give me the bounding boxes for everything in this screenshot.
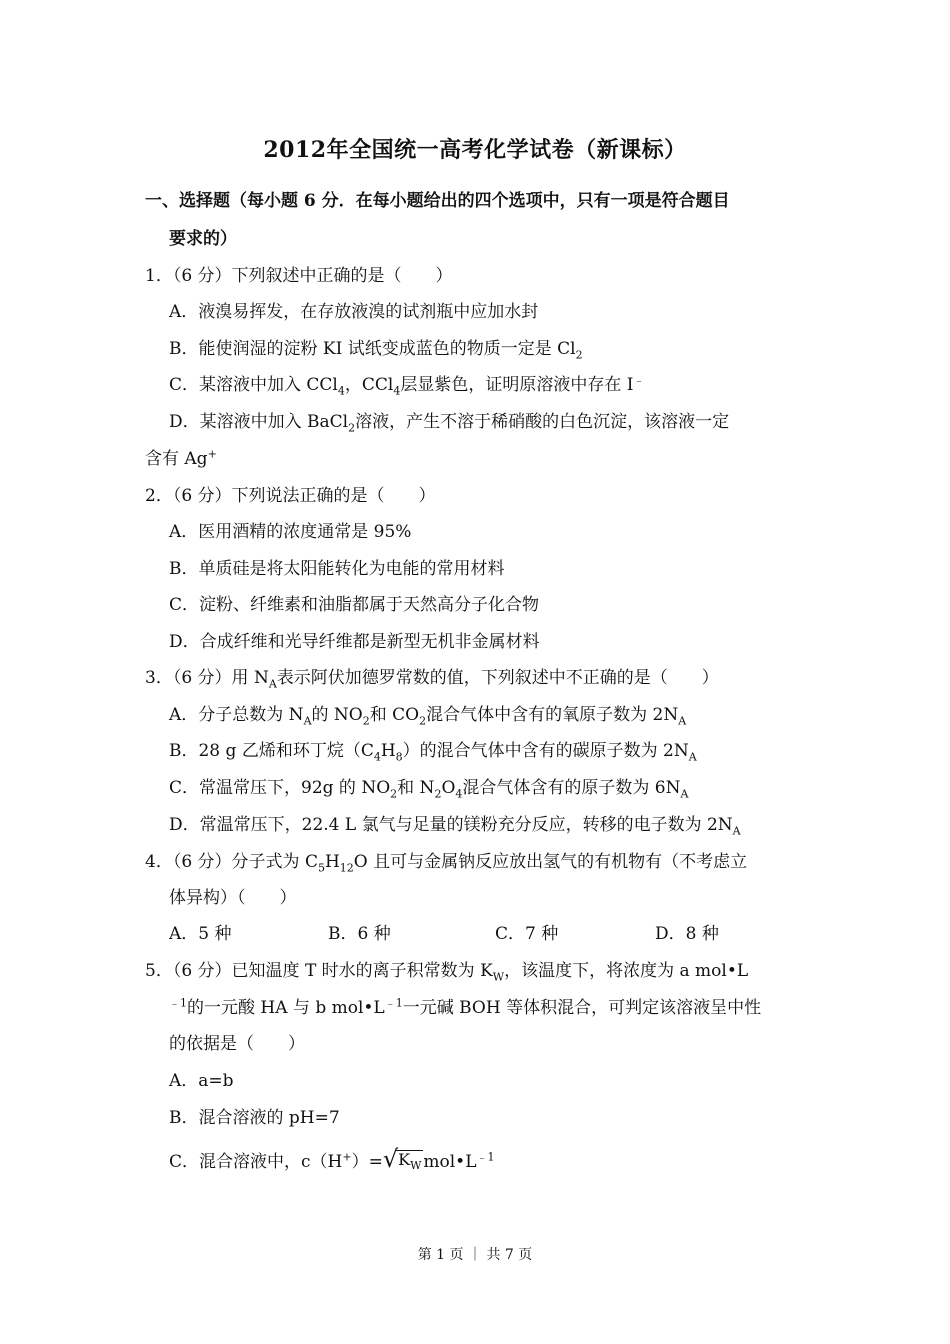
question-5-option-c: C．混合溶液中，$c(H^+)=√K_W$ $mol•L^{﹣1}$ xyxy=(169,1145,495,1173)
question-3-option-c: C．常温常压下，92g 的 $NO_2$和 $N_2O_4$混合气体含有的原子数为 $6N_A$ xyxy=(169,778,689,801)
question-2-option-b: B．单质硅是将太阳能转化为电能的常用材料 xyxy=(169,559,505,579)
question-4-stem: 4．（6 分）分子式为 $C_5H_{12}O$ 且可与金属钠反应放出氢气的有机物有（不考虑立 xyxy=(145,852,748,875)
question-4-stem-line2: 体异构）（ ） xyxy=(169,888,297,908)
question-1-option-a: A．液溴易挥发，在存放液溴的试剂瓶中应加水封 xyxy=(169,302,539,322)
question-1-option-c: C．某溶液中加入 CCl$_4$，CCl$_4$层显紫色，证明原溶液中存在 I﹣ xyxy=(169,373,645,398)
question-5-stem-line3: 的依据是（ ） xyxy=(169,1034,305,1054)
page-footer: 第 1 页 ｜ 共 7 页 xyxy=(417,1247,533,1263)
question-5-stem: 5．（6 分）已知温度 T 时水的离子积常数为 $K_W$，该温度下，将浓度为 a mol•L xyxy=(145,961,749,984)
question-1-option-d-line2: 含有 Ag+ xyxy=(145,447,217,469)
question-4-option-a: A．5 种 xyxy=(169,924,232,944)
question-2-option-a: A．医用酒精的浓度通常是 95% xyxy=(169,522,412,542)
page-title: 2012年全国统一高考化学试卷（新课标） xyxy=(263,137,687,163)
question-2-option-d: D．合成纤维和光导纤维都是新型无机非金属材料 xyxy=(169,632,540,652)
question-4-option-b: B．6 种 xyxy=(328,924,391,944)
question-3-option-a: A．分子总数为 $N_A$的 $NO_2$和 $CO_2$混合气体中含有的氧原子数为 $2N_A$ xyxy=(169,705,687,728)
question-5-option-a: A．a=b xyxy=(169,1071,234,1091)
question-2-stem: 2．（6 分）下列说法正确的是（ ） xyxy=(145,486,436,506)
question-5-option-b: B．混合溶液的 pH=7 xyxy=(169,1108,340,1128)
question-4-option-d: D．8 种 xyxy=(655,924,719,944)
question-2-option-c: C．淀粉、纤维素和油脂都属于天然高分子化合物 xyxy=(169,595,540,615)
question-3-option-b: B．28 g 乙烯和环丁烷$(C_4H_8)$的混合气体中含有的碳原子数为 $2N_A$ xyxy=(169,741,697,764)
square-root-expression: $√K_W$ xyxy=(382,1145,422,1173)
section-heading-line2: 要求的） xyxy=(169,229,237,249)
question-1-stem: 1．（6 分）下列叙述中正确的是（ ） xyxy=(145,266,453,286)
question-3-option-d: D．常温常压下，22.4 L 氯气与足量的镁粉充分反应，转移的电子数为 $2N_A$ xyxy=(169,815,741,838)
question-4-option-c: C．7 种 xyxy=(495,924,559,944)
question-3-stem: 3．（6 分）用 $N_A$表示阿伏加德罗常数的值，下列叙述中不正确的是（ ） xyxy=(145,668,719,691)
question-1-option-b: B．能使润湿的淀粉 KI 试纸变成蓝色的物质一定是 $Cl_2$ xyxy=(169,339,583,362)
question-5-stem-line2: $^{﹣1}$的一元酸 HA 与 b $mol•L^{﹣1}$一元碱 BOH 等体积混合，可判定该溶液呈中性 xyxy=(169,996,762,1018)
section-heading-line1: 一、选择题（每小题 6 分．在每小题给出的四个选项中，只有一项是符合题目 xyxy=(145,191,730,211)
question-1-option-d: D．某溶液中加入 BaCl$_2$溶液，产生不溶于稀硝酸的白色沉淀，该溶液一定 xyxy=(169,412,730,435)
